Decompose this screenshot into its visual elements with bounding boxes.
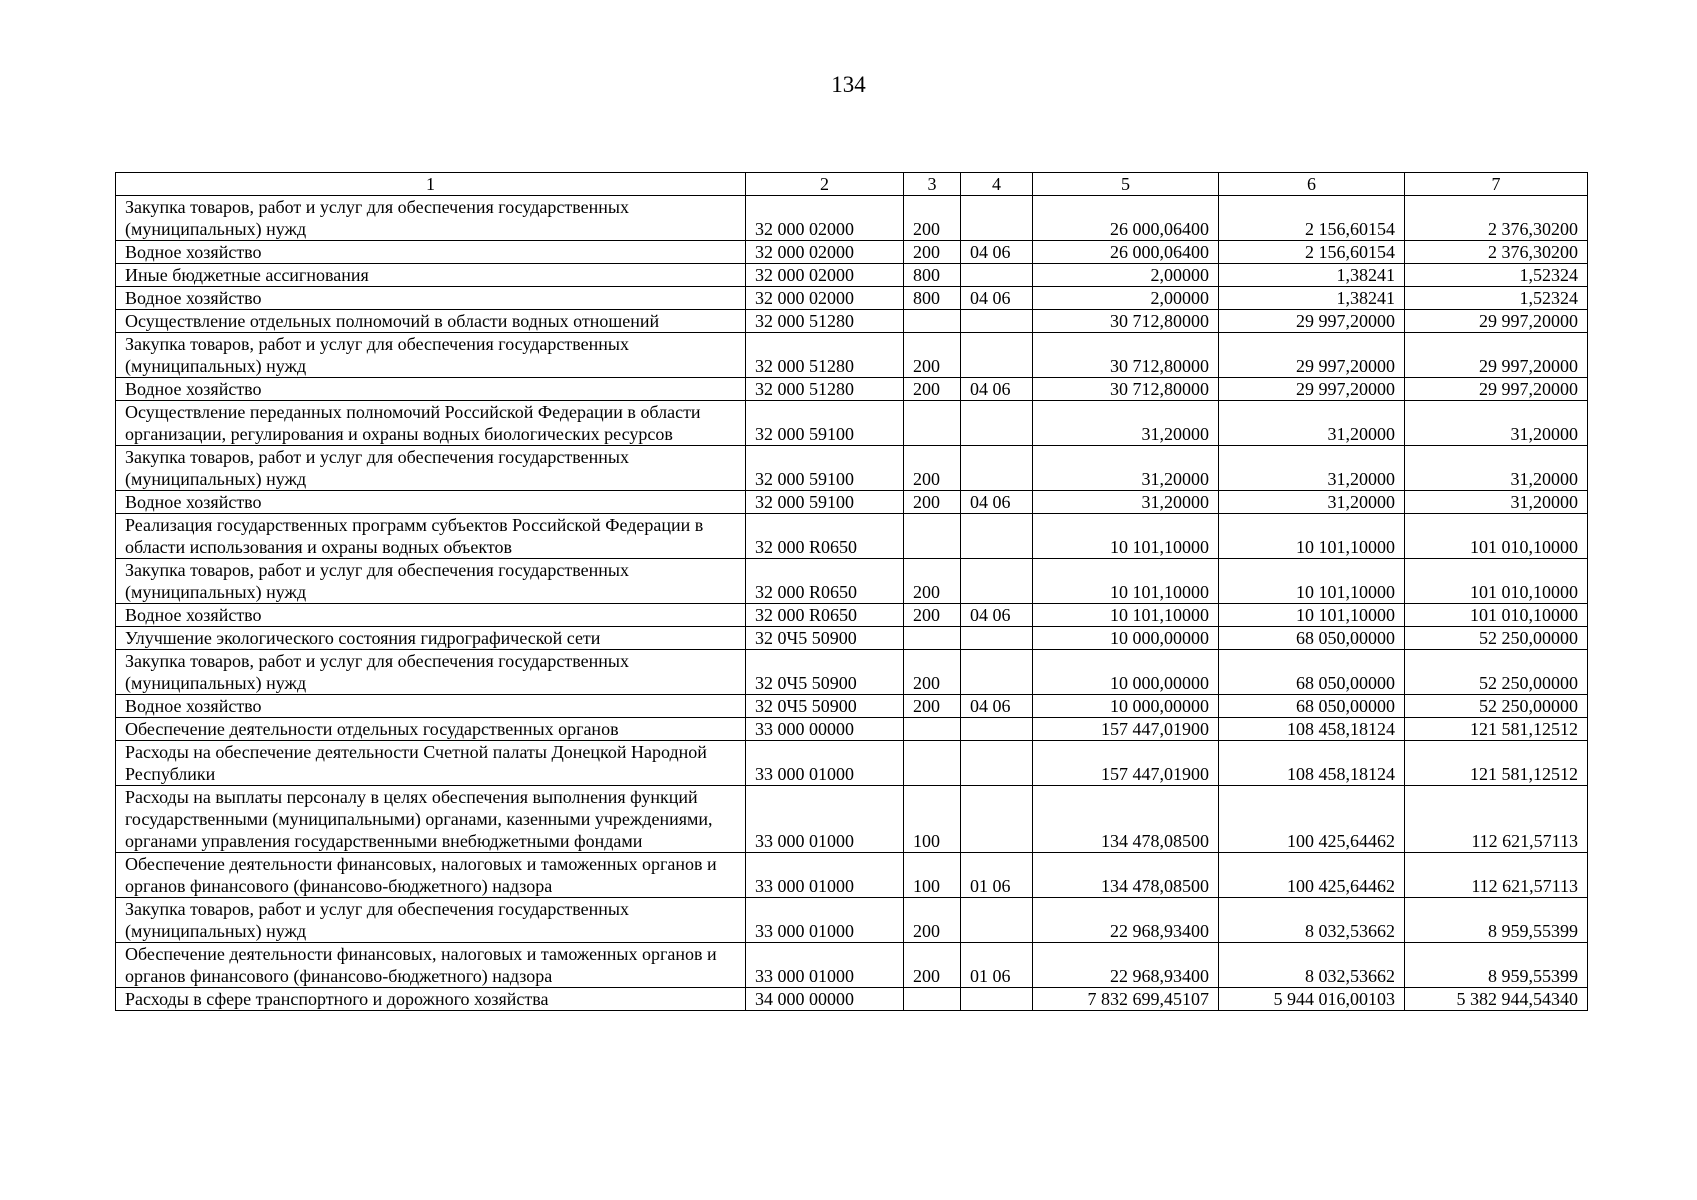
amount-col7-cell: 112 621,57113 — [1405, 853, 1588, 898]
section-code-cell — [961, 264, 1033, 287]
amount-col6-cell: 29 997,20000 — [1219, 378, 1405, 401]
amount-col5-cell: 10 101,10000 — [1033, 559, 1219, 604]
row-name-cell: Осуществление переданных полномочий Российской Федерации в области организации, регулирования и охраны водных биологических ресурсов — [116, 401, 746, 446]
amount-col7-cell: 52 250,00000 — [1405, 695, 1588, 718]
amount-col6-cell: 5 944 016,00103 — [1219, 988, 1405, 1011]
amount-col7-cell: 101 010,10000 — [1405, 559, 1588, 604]
target-code-cell: 32 000 59100 — [746, 446, 904, 491]
table-row — [116, 333, 1588, 378]
amount-col7-cell: 29 997,20000 — [1405, 333, 1588, 378]
amount-col6-cell: 100 425,64462 — [1219, 786, 1405, 853]
amount-col5-cell: 31,20000 — [1033, 446, 1219, 491]
table-row — [116, 741, 1588, 786]
amount-col7-cell: 2 376,30200 — [1405, 241, 1588, 264]
amount-col7-cell: 121 581,12512 — [1405, 718, 1588, 741]
section-code-cell — [961, 988, 1033, 1011]
section-code-cell — [961, 333, 1033, 378]
amount-col6-cell: 29 997,20000 — [1219, 310, 1405, 333]
row-name-cell: Закупка товаров, работ и услуг для обеспечения государственных (муниципальных) нужд — [116, 559, 746, 604]
target-code-cell: 32 000 R0650 — [746, 604, 904, 627]
row-name-cell: Закупка товаров, работ и услуг для обеспечения государственных (муниципальных) нужд — [116, 333, 746, 378]
amount-col7-cell: 8 959,55399 — [1405, 943, 1588, 988]
amount-col6-cell: 1,38241 — [1219, 287, 1405, 310]
section-code-cell — [961, 627, 1033, 650]
amount-col7-cell: 31,20000 — [1405, 401, 1588, 446]
table-row — [116, 401, 1588, 446]
section-code-cell: 04 06 — [961, 695, 1033, 718]
section-code-cell: 04 06 — [961, 287, 1033, 310]
section-code-cell: 04 06 — [961, 241, 1033, 264]
expense-type-cell — [904, 627, 961, 650]
amount-col7-cell: 1,52324 — [1405, 287, 1588, 310]
amount-col5-cell: 157 447,01900 — [1033, 741, 1219, 786]
budget-table — [115, 172, 1588, 1011]
expense-type-cell: 200 — [904, 241, 961, 264]
amount-col6-cell: 10 101,10000 — [1219, 514, 1405, 559]
amount-col5-cell: 26 000,06400 — [1033, 241, 1219, 264]
amount-col5-cell: 10 000,00000 — [1033, 650, 1219, 695]
target-code-cell: 33 000 01000 — [746, 786, 904, 853]
section-code-cell: 01 06 — [961, 943, 1033, 988]
table-row — [116, 627, 1588, 650]
expense-type-cell: 200 — [904, 943, 961, 988]
target-code-cell: 32 0Ч5 50900 — [746, 695, 904, 718]
amount-col6-cell: 108 458,18124 — [1219, 741, 1405, 786]
amount-col6-cell: 100 425,64462 — [1219, 853, 1405, 898]
table-row — [116, 718, 1588, 741]
target-code-cell: 34 000 00000 — [746, 988, 904, 1011]
expense-type-cell — [904, 741, 961, 786]
table-row — [116, 988, 1588, 1011]
expense-type-cell: 200 — [904, 378, 961, 401]
row-name-cell: Водное хозяйство — [116, 604, 746, 627]
section-code-cell — [961, 786, 1033, 853]
amount-col6-cell: 10 101,10000 — [1219, 559, 1405, 604]
target-code-cell: 32 000 02000 — [746, 264, 904, 287]
table-row — [116, 446, 1588, 491]
expense-type-cell: 100 — [904, 786, 961, 853]
amount-col5-cell: 134 478,08500 — [1033, 786, 1219, 853]
section-code-cell — [961, 196, 1033, 241]
section-code-cell — [961, 401, 1033, 446]
amount-col5-cell: 7 832 699,45107 — [1033, 988, 1219, 1011]
amount-col7-cell: 101 010,10000 — [1405, 604, 1588, 627]
amount-col5-cell: 31,20000 — [1033, 491, 1219, 514]
target-code-cell: 33 000 01000 — [746, 943, 904, 988]
amount-col7-cell: 5 382 944,54340 — [1405, 988, 1588, 1011]
row-name-cell: Расходы в сфере транспортного и дорожного хозяйства — [116, 988, 746, 1011]
header-row — [116, 173, 1588, 196]
row-name-cell: Обеспечение деятельности финансовых, налоговых и таможенных органов и органов финансового (финансово-бюджетного) надзора — [116, 853, 746, 898]
section-code-cell: 04 06 — [961, 378, 1033, 401]
amount-col5-cell: 26 000,06400 — [1033, 196, 1219, 241]
section-code-cell — [961, 559, 1033, 604]
amount-col6-cell: 10 101,10000 — [1219, 604, 1405, 627]
amount-col5-cell: 2,00000 — [1033, 287, 1219, 310]
amount-col5-cell: 157 447,01900 — [1033, 718, 1219, 741]
target-code-cell: 33 000 01000 — [746, 741, 904, 786]
amount-col7-cell: 1,52324 — [1405, 264, 1588, 287]
column-header: 3 — [904, 173, 961, 196]
row-name-cell: Водное хозяйство — [116, 378, 746, 401]
amount-col5-cell: 22 968,93400 — [1033, 943, 1219, 988]
section-code-cell — [961, 898, 1033, 943]
amount-col6-cell: 29 997,20000 — [1219, 333, 1405, 378]
column-header: 6 — [1219, 173, 1405, 196]
row-name-cell: Обеспечение деятельности отдельных государственных органов — [116, 718, 746, 741]
table-row — [116, 786, 1588, 853]
target-code-cell: 32 0Ч5 50900 — [746, 627, 904, 650]
table-row — [116, 559, 1588, 604]
table-row — [116, 310, 1588, 333]
row-name-cell: Иные бюджетные ассигнования — [116, 264, 746, 287]
section-code-cell — [961, 741, 1033, 786]
row-name-cell: Водное хозяйство — [116, 695, 746, 718]
amount-col5-cell: 10 000,00000 — [1033, 695, 1219, 718]
amount-col7-cell: 52 250,00000 — [1405, 650, 1588, 695]
expense-type-cell — [904, 401, 961, 446]
amount-col5-cell: 134 478,08500 — [1033, 853, 1219, 898]
table-row — [116, 604, 1588, 627]
section-code-cell — [961, 718, 1033, 741]
amount-col7-cell: 112 621,57113 — [1405, 786, 1588, 853]
amount-col5-cell: 30 712,80000 — [1033, 378, 1219, 401]
target-code-cell: 32 000 R0650 — [746, 514, 904, 559]
expense-type-cell — [904, 310, 961, 333]
target-code-cell: 32 000 R0650 — [746, 559, 904, 604]
expense-type-cell — [904, 514, 961, 559]
target-code-cell: 32 000 51280 — [746, 310, 904, 333]
amount-col5-cell: 22 968,93400 — [1033, 898, 1219, 943]
expense-type-cell: 200 — [904, 559, 961, 604]
page-number: 134 — [831, 72, 866, 97]
expense-type-cell: 800 — [904, 287, 961, 310]
expense-type-cell — [904, 988, 961, 1011]
row-name-cell: Реализация государственных программ субъектов Российской Федерации в области использования и охраны водных объектов — [116, 514, 746, 559]
amount-col5-cell: 31,20000 — [1033, 401, 1219, 446]
amount-col6-cell: 2 156,60154 — [1219, 196, 1405, 241]
expense-type-cell: 200 — [904, 898, 961, 943]
target-code-cell: 33 000 00000 — [746, 718, 904, 741]
table-row — [116, 378, 1588, 401]
amount-col6-cell: 31,20000 — [1219, 401, 1405, 446]
amount-col7-cell: 101 010,10000 — [1405, 514, 1588, 559]
expense-type-cell: 200 — [904, 695, 961, 718]
table-row — [116, 264, 1588, 287]
target-code-cell: 32 000 59100 — [746, 401, 904, 446]
target-code-cell: 32 000 02000 — [746, 196, 904, 241]
amount-col7-cell: 31,20000 — [1405, 446, 1588, 491]
column-header: 5 — [1033, 173, 1219, 196]
amount-col6-cell: 8 032,53662 — [1219, 943, 1405, 988]
row-name-cell: Закупка товаров, работ и услуг для обеспечения государственных (муниципальных) нужд — [116, 898, 746, 943]
expense-type-cell: 200 — [904, 604, 961, 627]
section-code-cell — [961, 446, 1033, 491]
column-header: 7 — [1405, 173, 1588, 196]
expense-type-cell: 100 — [904, 853, 961, 898]
row-name-cell: Водное хозяйство — [116, 241, 746, 264]
expense-type-cell: 200 — [904, 650, 961, 695]
column-header: 1 — [116, 173, 746, 196]
row-name-cell: Закупка товаров, работ и услуг для обеспечения государственных (муниципальных) нужд — [116, 196, 746, 241]
amount-col7-cell: 2 376,30200 — [1405, 196, 1588, 241]
section-code-cell — [961, 514, 1033, 559]
target-code-cell: 32 000 51280 — [746, 333, 904, 378]
target-code-cell: 33 000 01000 — [746, 898, 904, 943]
target-code-cell: 32 000 59100 — [746, 491, 904, 514]
row-name-cell: Закупка товаров, работ и услуг для обеспечения государственных (муниципальных) нужд — [116, 650, 746, 695]
table-row — [116, 241, 1588, 264]
table-row — [116, 650, 1588, 695]
table-row — [116, 853, 1588, 898]
amount-col6-cell: 68 050,00000 — [1219, 650, 1405, 695]
column-header: 2 — [746, 173, 904, 196]
amount-col6-cell: 8 032,53662 — [1219, 898, 1405, 943]
amount-col5-cell: 30 712,80000 — [1033, 333, 1219, 378]
table-row — [116, 491, 1588, 514]
amount-col6-cell: 68 050,00000 — [1219, 695, 1405, 718]
row-name-cell: Водное хозяйство — [116, 491, 746, 514]
table-row — [116, 287, 1588, 310]
row-name-cell: Осуществление отдельных полномочий в области водных отношений — [116, 310, 746, 333]
table-row — [116, 943, 1588, 988]
column-header: 4 — [961, 173, 1033, 196]
expense-type-cell: 200 — [904, 333, 961, 378]
table-row — [116, 196, 1588, 241]
amount-col6-cell: 31,20000 — [1219, 446, 1405, 491]
amount-col5-cell: 10 101,10000 — [1033, 514, 1219, 559]
row-name-cell: Водное хозяйство — [116, 287, 746, 310]
table-row — [116, 898, 1588, 943]
section-code-cell — [961, 310, 1033, 333]
expense-type-cell: 200 — [904, 491, 961, 514]
section-code-cell: 04 06 — [961, 604, 1033, 627]
expense-type-cell: 200 — [904, 446, 961, 491]
target-code-cell: 32 000 02000 — [746, 287, 904, 310]
amount-col5-cell: 2,00000 — [1033, 264, 1219, 287]
section-code-cell — [961, 650, 1033, 695]
target-code-cell: 32 0Ч5 50900 — [746, 650, 904, 695]
amount-col6-cell: 1,38241 — [1219, 264, 1405, 287]
amount-col7-cell: 121 581,12512 — [1405, 741, 1588, 786]
section-code-cell: 04 06 — [961, 491, 1033, 514]
row-name-cell: Расходы на выплаты персоналу в целях обеспечения выполнения функций государственными (муниципальными) органами, казенными учреждениями, органами управления государственными внебюджетными фондами — [116, 786, 746, 853]
target-code-cell: 32 000 51280 — [746, 378, 904, 401]
amount-col6-cell: 2 156,60154 — [1219, 241, 1405, 264]
amount-col6-cell: 68 050,00000 — [1219, 627, 1405, 650]
amount-col7-cell: 29 997,20000 — [1405, 310, 1588, 333]
amount-col7-cell: 8 959,55399 — [1405, 898, 1588, 943]
section-code-cell: 01 06 — [961, 853, 1033, 898]
amount-col5-cell: 10 101,10000 — [1033, 604, 1219, 627]
amount-col7-cell: 31,20000 — [1405, 491, 1588, 514]
table-row — [116, 695, 1588, 718]
row-name-cell: Закупка товаров, работ и услуг для обеспечения государственных (муниципальных) нужд — [116, 446, 746, 491]
row-name-cell: Улучшение экологического состояния гидрографической сети — [116, 627, 746, 650]
amount-col6-cell: 108 458,18124 — [1219, 718, 1405, 741]
amount-col7-cell: 52 250,00000 — [1405, 627, 1588, 650]
amount-col6-cell: 31,20000 — [1219, 491, 1405, 514]
expense-type-cell: 800 — [904, 264, 961, 287]
target-code-cell: 33 000 01000 — [746, 853, 904, 898]
row-name-cell: Расходы на обеспечение деятельности Счетной палаты Донецкой Народной Республики — [116, 741, 746, 786]
row-name-cell: Обеспечение деятельности финансовых, налоговых и таможенных органов и органов финансового (финансово-бюджетного) надзора — [116, 943, 746, 988]
table-row — [116, 514, 1588, 559]
amount-col7-cell: 29 997,20000 — [1405, 378, 1588, 401]
expense-type-cell: 200 — [904, 196, 961, 241]
target-code-cell: 32 000 02000 — [746, 241, 904, 264]
amount-col5-cell: 30 712,80000 — [1033, 310, 1219, 333]
amount-col5-cell: 10 000,00000 — [1033, 627, 1219, 650]
expense-type-cell — [904, 718, 961, 741]
